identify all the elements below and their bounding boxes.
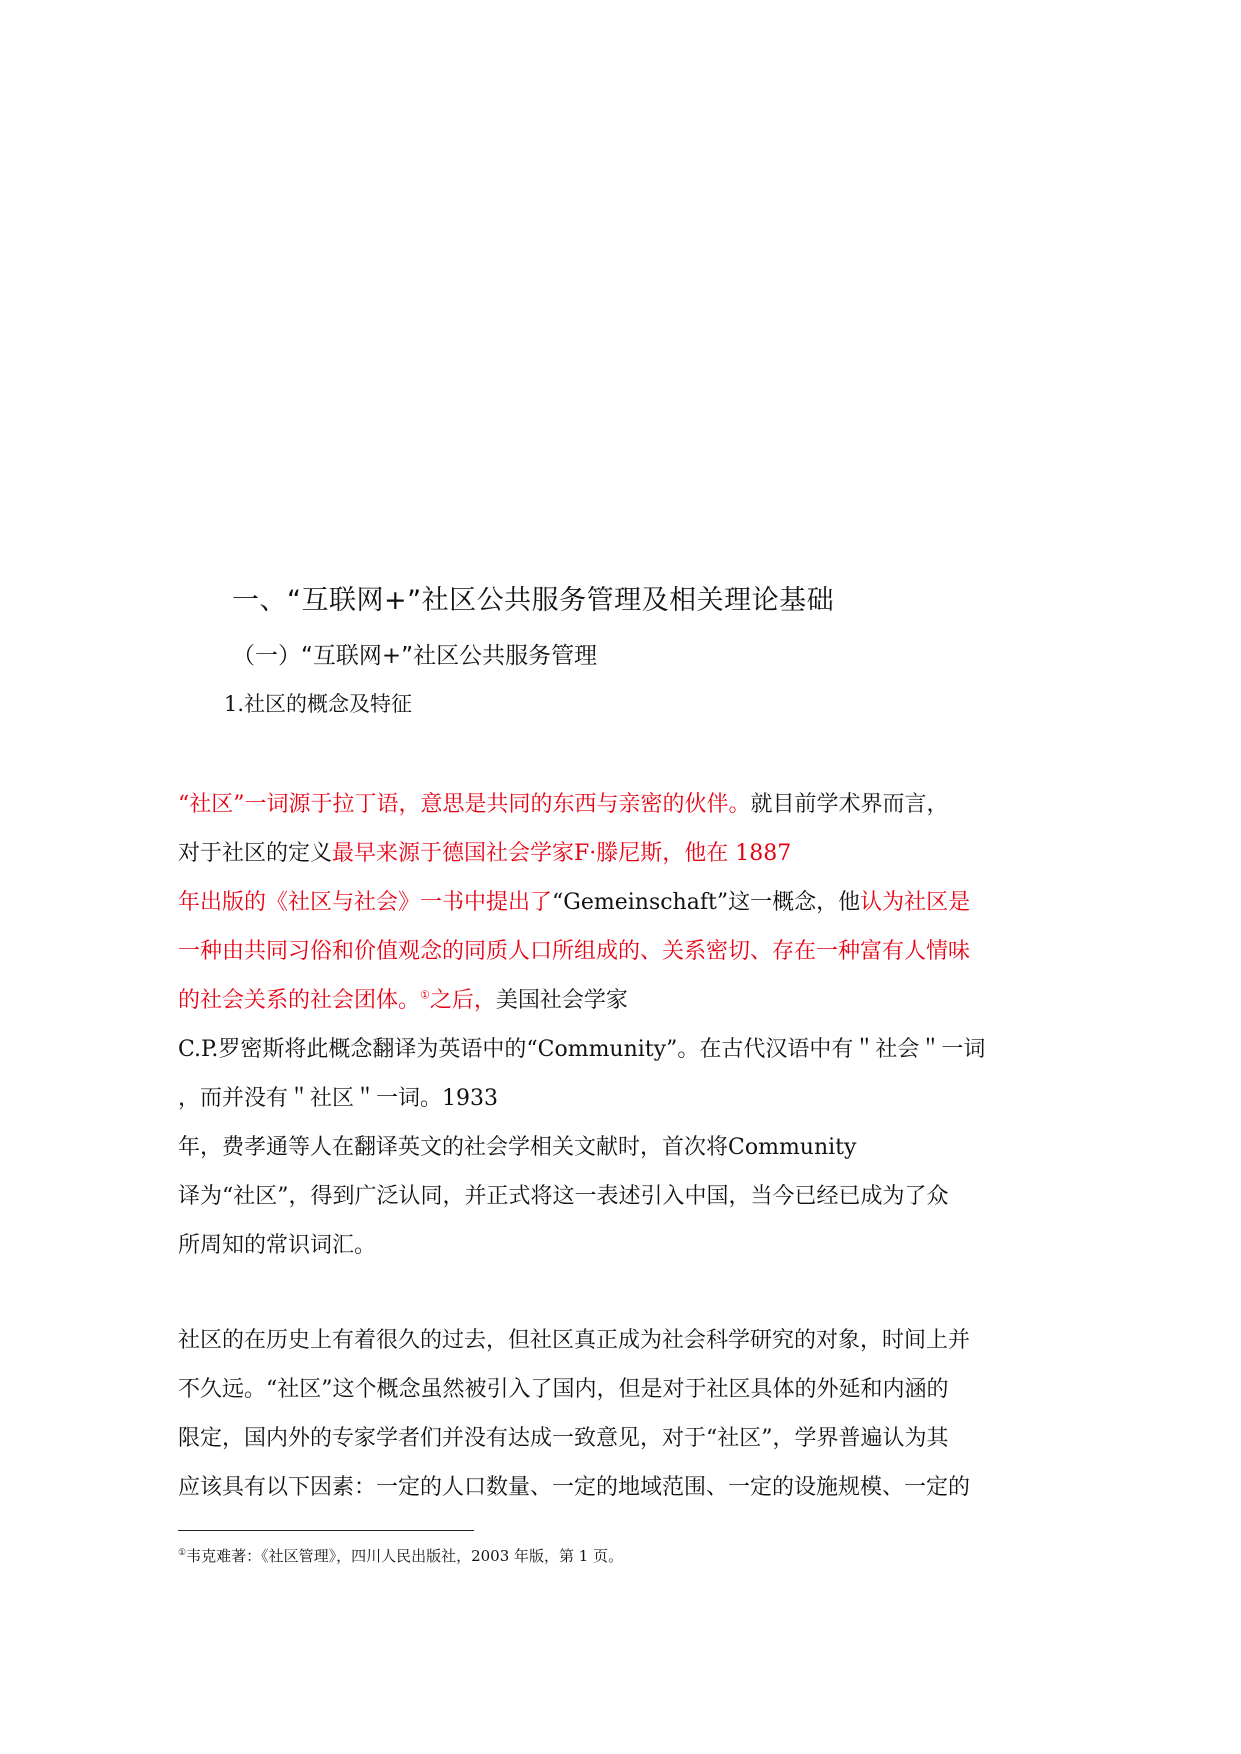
paragraph-line: ，而并没有＂社区＂一词。1933 xyxy=(178,1086,498,1111)
paragraph-line xyxy=(178,829,1078,878)
paragraph-definition xyxy=(178,780,1078,1270)
paragraph-line: 译为“社区”，得到广泛认同，并正式将这一表述引入中国，当今已经已成为了众 xyxy=(178,1184,949,1209)
paragraph-line: 应该具有以下因素：一定的人口数量、一定的地域范围、一定的设施规模、一定的 xyxy=(178,1475,971,1500)
highlighted-text: 的社会关系的社会团体。 xyxy=(178,988,421,1013)
body-text: “Gemeinschaft”这一概念，他 xyxy=(552,890,861,915)
paragraph-history xyxy=(178,1316,1078,1512)
body-text: 就目前学术界而言， xyxy=(750,792,949,817)
paragraph-line xyxy=(178,976,1078,1025)
footnote xyxy=(178,1545,623,1566)
paragraph-line: 年，费孝通等人在翻译英文的社会学相关文献时，首次将Community xyxy=(178,1135,857,1160)
subsection-heading: 1.社区的概念及特征 xyxy=(224,692,413,716)
paragraph-line xyxy=(178,878,1078,927)
section-heading: （一）“互联网+”社区公共服务管理 xyxy=(232,643,598,669)
paragraph-line: 一种由共同习俗和价值观念的同质人口所组成的、关系密切、存在一种富有人情味 xyxy=(178,939,971,964)
footnote-divider xyxy=(178,1530,474,1531)
body-text: 对于社区的定义 xyxy=(178,841,333,866)
paragraph-line: 所周知的常识词汇。 xyxy=(178,1233,377,1258)
body-text: 美国社会学家 xyxy=(495,988,628,1013)
highlighted-text: 认为社区是 xyxy=(860,890,971,915)
chapter-heading: 一、“互联网+”社区公共服务管理及相关理论基础 xyxy=(232,585,835,616)
paragraph-line: 社区的在历史上有着很久的过去，但社区真正成为社会科学研究的对象，时间上并 xyxy=(178,1328,971,1353)
paragraph-line: 不久远。“社区”这个概念虽然被引入了国内，但是对于社区具体的外延和内涵的 xyxy=(178,1377,949,1402)
paragraph-line xyxy=(178,780,1078,829)
highlighted-text: 最早来源于德国社会学家F·滕尼斯，他在 1887 xyxy=(332,841,792,866)
paragraph-line: C.P.罗密斯将此概念翻译为英语中的“Community”。在古代汉语中有＂社会＂一词 xyxy=(178,1037,986,1062)
footnote-marker: ① xyxy=(178,1548,187,1558)
highlighted-text: 之后， xyxy=(429,988,496,1013)
highlighted-text: “社区”一词源于拉丁语，意思是共同的东西与亲密的伙伴。 xyxy=(178,792,751,817)
footnote-text: 韦克难著：《社区管理》，四川人民出版社，2003 年版，第 1 页。 xyxy=(186,1547,624,1565)
highlighted-text: 年出版的《社区与社会》一书中提出了 xyxy=(178,890,553,915)
footnote-reference[interactable]: ① xyxy=(420,988,430,1002)
paragraph-line: 限定，国内外的专家学者们并没有达成一致意见，对于“社区”，学界普遍认为其 xyxy=(178,1426,949,1451)
